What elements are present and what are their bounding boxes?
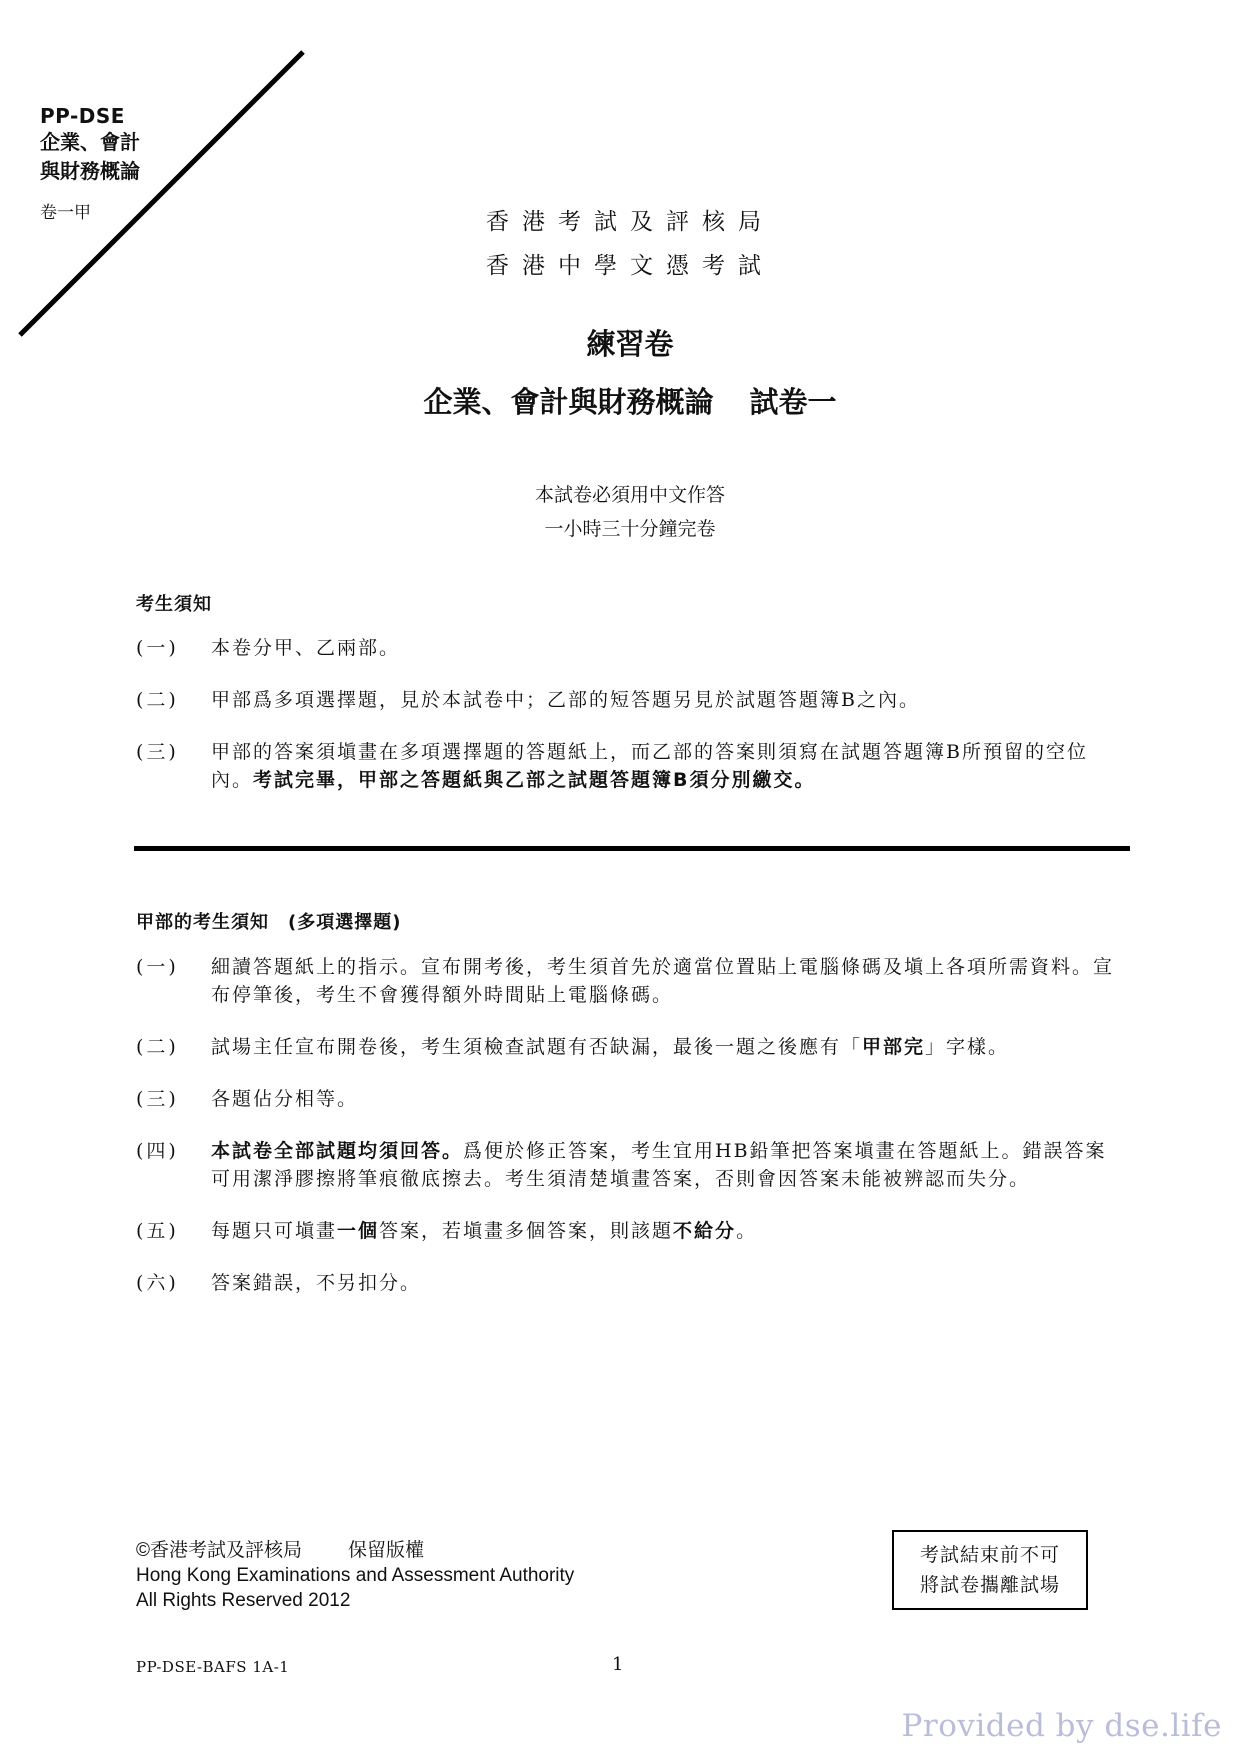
item-text-bold: 考試完畢，甲部之答題紙與乙部之試題答題簿B須分別繳交。 [253,769,816,791]
item-text: 答案錯誤，不另扣分。 [211,1272,422,1294]
copyright-rights-zh: 保留版權 [348,1540,425,1561]
item-text [211,1217,1116,1245]
item-text-regular: 答案，若塡畫多個答案，則該題 [379,1220,674,1242]
duration-note: 一小時三十分鐘完卷 [544,518,716,540]
general-instructions-heading: 考生須知 [136,594,212,615]
item-text-regular: 」字樣。 [925,1036,1010,1058]
list-item [136,1085,1116,1113]
item-text: 細讀答題紙上的指示。宣布開考後，考生須首先於適當位置貼上電腦條碼及塡上各項所需資料。宣布停筆後，考生不會獲得額外時間貼上電腦條碼。 [211,956,1115,1006]
list-item [136,1269,1116,1297]
item-text-regular: 爲便於修正答案，考生宜用HB鉛筆把答案塡畫在答題紙上。錯誤答案可用潔淨膠擦將筆痕徹底擦去。考生須清楚塡畫答案，否則會因答案未能被辨認而失分。 [211,1140,1107,1190]
copyright-block [136,1538,574,1613]
item-text: 各題佔分相等。 [211,1088,359,1110]
exam-name: 香港中學文憑考試 [486,253,774,279]
list-item [136,1137,1116,1193]
item-number: (三) [136,1088,179,1110]
item-number: (一) [136,956,179,978]
list-item [136,953,1116,1009]
item-text-regular: 每題只可塡畫 [211,1220,338,1242]
item-number: (二) [136,689,179,711]
notice-line2: 將試卷攜離試場 [919,1574,1060,1596]
section-a-heading: 甲部的考生須知 (多項選擇題) [136,912,402,933]
corner-subject-line1: 企業、會計 [40,130,140,154]
item-text: 甲部爲多項選擇題，見於本試卷中；乙部的短答題另見於試題答題簿B之內。 [211,689,920,711]
item-text-bold: 本試卷全部試題均須回答。 [211,1140,464,1162]
list-item [136,1217,1116,1245]
practice-paper-title: 練習卷 [586,327,674,361]
item-text-regular: 試場主任宣布開卷後，考生須檢查試題有否缺漏，最後一題之後應有「 [211,1036,863,1058]
item-number: (四) [136,1140,179,1162]
general-instructions-list [136,634,1116,818]
item-text: 本卷分甲、乙兩部。 [211,637,401,659]
item-number: (五) [136,1220,179,1242]
watermark: Provided by dse.life [901,1708,1222,1744]
notice-line1: 考試結束前不可 [919,1544,1060,1566]
copyright-holder-zh: ©香港考試及評核局 [136,1540,302,1561]
item-text-bold: 甲部完 [862,1036,926,1058]
item-number: (二) [136,1036,179,1058]
section-a-instructions-list [136,953,1116,1321]
authority-name: 香港考試及評核局 [486,209,774,235]
item-text [211,738,1116,794]
language-note: 本試卷必須用中文作答 [534,484,725,506]
item-number: (六) [136,1272,179,1294]
item-text-bold: 不給分 [673,1220,737,1242]
list-item [136,1033,1116,1061]
item-text [211,1137,1116,1193]
list-item [136,686,1116,714]
page-number: 1 [612,1654,624,1675]
corner-paper: 卷一甲 [40,203,91,223]
footer-paper-code: PP-DSE-BAFS 1A-1 [136,1658,290,1676]
copyright-year: All Rights Reserved 2012 [136,1590,351,1611]
copyright-holder-en: Hong Kong Examinations and Assessment Authority [136,1565,575,1586]
list-item [136,738,1116,794]
item-text-regular: 甲部的答案須塡畫在多項選擇題的答題紙上，而乙部的答案則須寫在試題答題簿B所預留的空位內。 [211,741,1088,791]
item-text-regular: 。 [736,1220,758,1242]
section-divider [134,846,1130,851]
authority-header [0,200,1240,288]
item-text [211,1033,1116,1061]
item-number: (三) [136,741,179,763]
item-number: (一) [136,637,179,659]
corner-subject-line2: 與財務概論 [40,159,140,183]
paper-number: 試卷一 [749,385,837,419]
item-text-bold: 一個 [337,1220,380,1242]
list-item [136,634,1116,662]
paper-notes [0,478,1240,546]
corner-exam-code: PP-DSE [40,104,125,128]
paper-title [0,380,1240,421]
removal-notice-box [892,1530,1088,1610]
paper-subject: 企業、會計與財務概論 [423,385,714,419]
